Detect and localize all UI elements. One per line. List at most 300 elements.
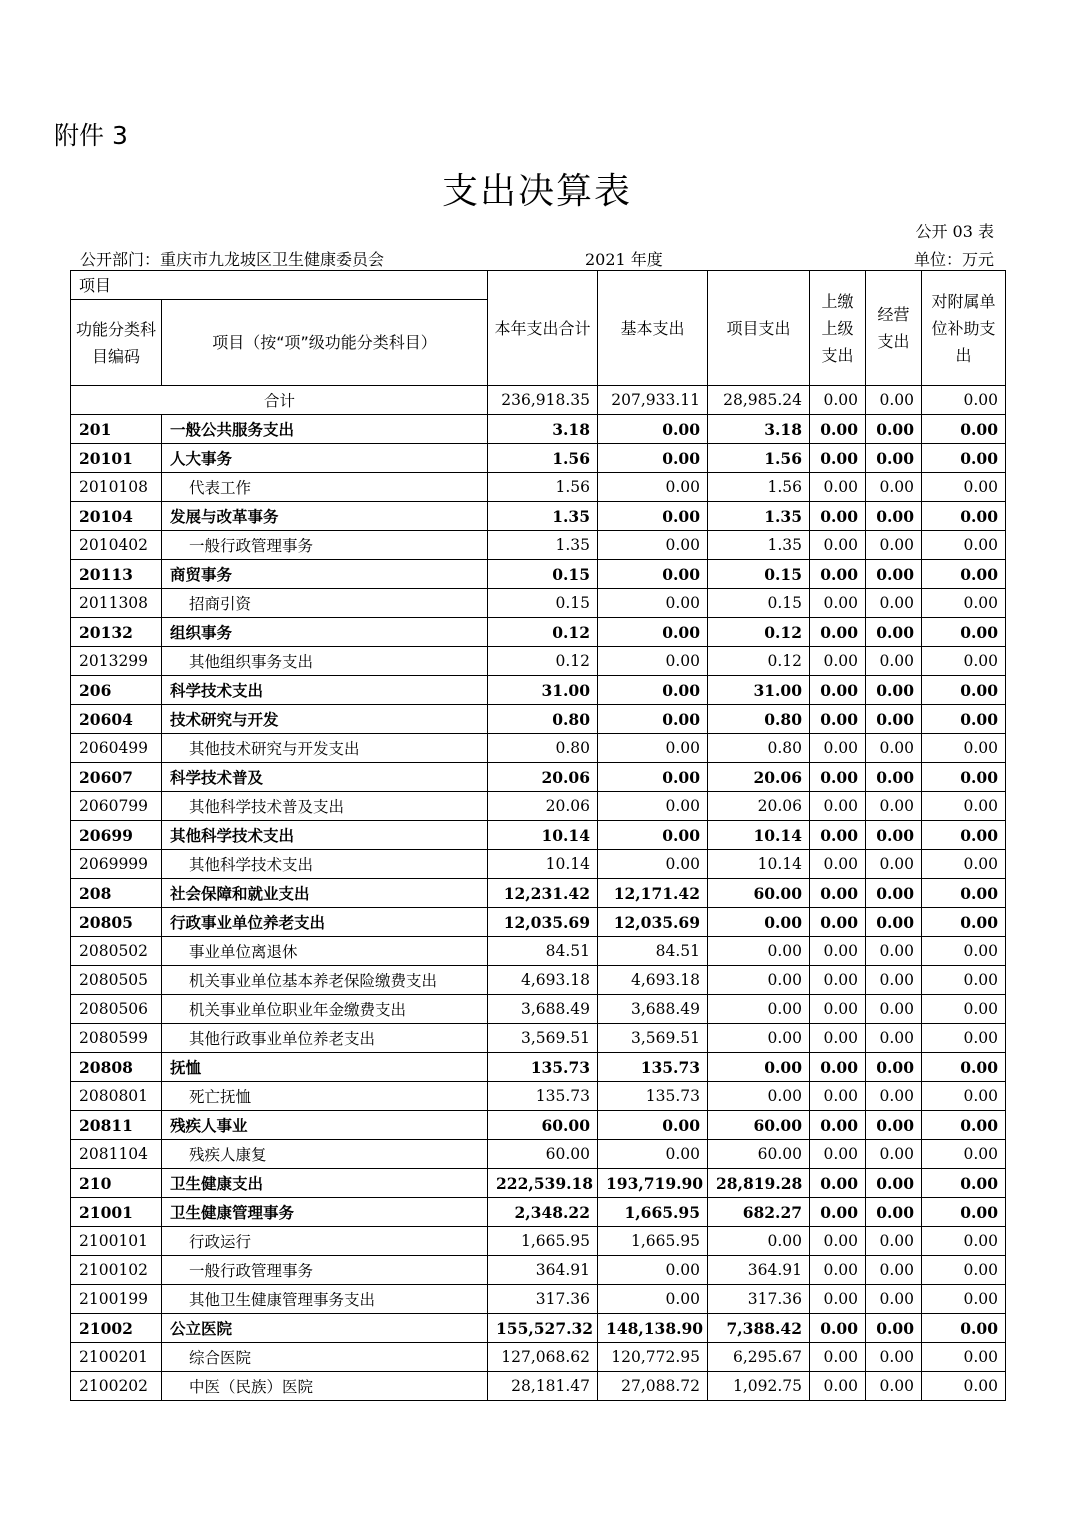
amount-cell: 20.06 (488, 763, 598, 792)
amount-cell: 317.36 (488, 1285, 598, 1314)
item-name-cell: 机关事业单位职业年金缴费支出 (162, 995, 488, 1024)
table-row (71, 1024, 1006, 1053)
table-row (71, 1227, 1006, 1256)
amount-cell: 0.00 (866, 473, 922, 502)
amount-cell: 135.73 (598, 1082, 708, 1111)
amount-cell: 0.00 (810, 415, 866, 444)
amount-cell: 0.00 (810, 1082, 866, 1111)
item-name-cell: 其他行政事业单位养老支出 (162, 1024, 488, 1053)
amount-cell: 1,092.75 (708, 1372, 810, 1401)
amount-cell: 0.00 (866, 1053, 922, 1082)
amount-cell: 0.00 (810, 763, 866, 792)
table-row (71, 1256, 1006, 1285)
amount-cell: 0.00 (922, 618, 1006, 647)
amount-cell: 0.00 (598, 618, 708, 647)
amount-cell: 0.00 (810, 1024, 866, 1053)
amount-cell: 1,665.95 (598, 1198, 708, 1227)
amount-cell: 0.12 (708, 647, 810, 676)
function-code-cell: 2100201 (71, 1343, 162, 1372)
amount-cell: 0.00 (866, 1111, 922, 1140)
table-row (71, 937, 1006, 966)
item-name-cell: 一般行政管理事务 (162, 531, 488, 560)
amount-cell: 0.00 (810, 1198, 866, 1227)
table-row (71, 1285, 1006, 1314)
amount-cell: 0.00 (598, 589, 708, 618)
amount-cell: 3,688.49 (488, 995, 598, 1024)
header-upper: 上缴上级支出 (810, 271, 866, 386)
amount-cell: 7,388.42 (708, 1314, 810, 1343)
item-name-cell: 发展与改革事务 (162, 502, 488, 531)
amount-cell: 135.73 (488, 1082, 598, 1111)
amount-cell: 0.00 (810, 850, 866, 879)
amount-cell: 222,539.18 (488, 1169, 598, 1198)
amount-cell: 0.00 (810, 560, 866, 589)
item-name-cell: 科学技术支出 (162, 676, 488, 705)
amount-cell: 3,688.49 (598, 995, 708, 1024)
amount-cell: 155,527.32 (488, 1314, 598, 1343)
amount-cell: 3.18 (488, 415, 598, 444)
table-row (71, 1140, 1006, 1169)
amount-cell: 0.00 (598, 734, 708, 763)
amount-cell: 135.73 (488, 1053, 598, 1082)
amount-cell: 0.00 (922, 1285, 1006, 1314)
amount-cell: 0.00 (866, 1169, 922, 1198)
table-row (71, 560, 1006, 589)
amount-cell: 0.00 (922, 647, 1006, 676)
amount-cell: 28,181.47 (488, 1372, 598, 1401)
table-row (71, 879, 1006, 908)
function-code-cell: 2080502 (71, 937, 162, 966)
amount-cell: 10.14 (708, 821, 810, 850)
expenditure-table (70, 270, 1006, 1401)
amount-cell: 0.00 (598, 1285, 708, 1314)
amount-cell: 0.00 (598, 763, 708, 792)
amount-cell: 0.00 (598, 444, 708, 473)
function-code-cell: 2100101 (71, 1227, 162, 1256)
function-code-cell: 21002 (71, 1314, 162, 1343)
amount-cell: 0.00 (866, 589, 922, 618)
total-cell: 28,985.24 (708, 386, 810, 415)
amount-cell: 0.00 (922, 415, 1006, 444)
amount-cell: 3.18 (708, 415, 810, 444)
header-subsidy: 对附属单位补助支出 (922, 271, 1006, 386)
function-code-cell: 2080506 (71, 995, 162, 1024)
amount-cell: 60.00 (708, 879, 810, 908)
item-name-cell: 行政事业单位养老支出 (162, 908, 488, 937)
table-row (71, 850, 1006, 879)
function-code-cell: 20805 (71, 908, 162, 937)
department-label: 公开部门：重庆市九龙坡区卫生健康委员会 (80, 250, 385, 269)
item-name-cell: 组织事务 (162, 618, 488, 647)
amount-cell: 2,348.22 (488, 1198, 598, 1227)
header-project: 项目 (71, 271, 488, 300)
table-row (71, 647, 1006, 676)
table-row (71, 1372, 1006, 1401)
amount-cell: 0.80 (708, 705, 810, 734)
item-name-cell: 公立医院 (162, 1314, 488, 1343)
amount-cell: 0.00 (598, 792, 708, 821)
function-code-cell: 21001 (71, 1198, 162, 1227)
amount-cell: 0.00 (866, 879, 922, 908)
function-code-cell: 2010108 (71, 473, 162, 502)
total-cell: 0.00 (922, 386, 1006, 415)
amount-cell: 0.15 (488, 560, 598, 589)
amount-cell: 0.00 (922, 821, 1006, 850)
table-row (71, 618, 1006, 647)
amount-cell: 0.00 (922, 560, 1006, 589)
amount-cell: 0.00 (598, 502, 708, 531)
amount-cell: 0.00 (810, 1140, 866, 1169)
item-name-cell: 中医（民族）医院 (162, 1372, 488, 1401)
function-code-cell: 201 (71, 415, 162, 444)
amount-cell: 0.00 (810, 676, 866, 705)
amount-cell: 0.00 (598, 560, 708, 589)
item-name-cell: 科学技术普及 (162, 763, 488, 792)
amount-cell: 0.00 (866, 995, 922, 1024)
amount-cell: 0.00 (708, 1227, 810, 1256)
amount-cell: 0.00 (866, 705, 922, 734)
table-row (71, 502, 1006, 531)
page-title: 支出决算表 (441, 171, 632, 212)
amount-cell: 1.35 (708, 531, 810, 560)
function-code-cell: 2069999 (71, 850, 162, 879)
amount-cell: 0.00 (922, 1372, 1006, 1401)
item-name-cell: 死亡抚恤 (162, 1082, 488, 1111)
amount-cell: 3,569.51 (488, 1024, 598, 1053)
header-basic: 基本支出 (598, 271, 708, 386)
function-code-cell: 2080801 (71, 1082, 162, 1111)
amount-cell: 0.00 (810, 908, 866, 937)
amount-cell: 60.00 (708, 1140, 810, 1169)
function-code-cell: 206 (71, 676, 162, 705)
amount-cell: 0.15 (488, 589, 598, 618)
item-name-cell: 技术研究与开发 (162, 705, 488, 734)
amount-cell: 0.00 (922, 1314, 1006, 1343)
amount-cell: 0.00 (866, 1343, 922, 1372)
amount-cell: 0.00 (866, 444, 922, 473)
amount-cell: 0.00 (922, 1256, 1006, 1285)
table-row (71, 1198, 1006, 1227)
item-name-cell: 事业单位离退休 (162, 937, 488, 966)
amount-cell: 0.00 (810, 705, 866, 734)
amount-cell: 0.00 (922, 502, 1006, 531)
header-item: 项目支出 (708, 271, 810, 386)
amount-cell: 0.12 (488, 647, 598, 676)
amount-cell: 0.00 (866, 1198, 922, 1227)
amount-cell: 0.12 (488, 618, 598, 647)
fiscal-year-label: 2021 年度 (585, 250, 663, 269)
amount-cell: 0.00 (922, 676, 1006, 705)
amount-cell: 0.00 (922, 1140, 1006, 1169)
table-row (71, 444, 1006, 473)
amount-cell: 0.15 (708, 589, 810, 618)
amount-cell: 0.00 (866, 908, 922, 937)
amount-cell: 317.36 (708, 1285, 810, 1314)
function-code-cell: 20104 (71, 502, 162, 531)
amount-cell: 0.00 (866, 1227, 922, 1256)
function-code-cell: 2100102 (71, 1256, 162, 1285)
amount-cell: 0.00 (922, 1111, 1006, 1140)
item-name-cell: 卫生健康支出 (162, 1169, 488, 1198)
item-name-cell: 商贸事务 (162, 560, 488, 589)
amount-cell: 0.00 (922, 531, 1006, 560)
amount-cell: 0.00 (922, 473, 1006, 502)
total-label: 合计 (71, 386, 488, 415)
amount-cell: 0.00 (598, 676, 708, 705)
amount-cell: 0.00 (922, 879, 1006, 908)
amount-cell: 0.00 (598, 531, 708, 560)
item-name-cell: 其他科学技术支出 (162, 821, 488, 850)
header-operating: 经营支出 (866, 271, 922, 386)
function-code-cell: 2081104 (71, 1140, 162, 1169)
form-number: 公开 03 表 (915, 222, 994, 241)
amount-cell: 193,719.90 (598, 1169, 708, 1198)
amount-cell: 0.00 (810, 734, 866, 763)
amount-cell: 0.00 (810, 1227, 866, 1256)
table-row (71, 1169, 1006, 1198)
amount-cell: 28,819.28 (708, 1169, 810, 1198)
amount-cell: 0.00 (810, 647, 866, 676)
total-row (71, 386, 1006, 415)
total-cell: 236,918.35 (488, 386, 598, 415)
item-name-cell: 其他科学技术支出 (162, 850, 488, 879)
amount-cell: 20.06 (488, 792, 598, 821)
amount-cell: 127,068.62 (488, 1343, 598, 1372)
amount-cell: 0.00 (866, 966, 922, 995)
attachment-label: 附件 3 (54, 121, 128, 150)
function-code-cell: 2010402 (71, 531, 162, 560)
amount-cell: 0.00 (810, 1256, 866, 1285)
function-code-cell: 208 (71, 879, 162, 908)
amount-cell: 20.06 (708, 763, 810, 792)
item-name-cell: 抚恤 (162, 1053, 488, 1082)
amount-cell: 0.00 (810, 937, 866, 966)
amount-cell: 6,295.67 (708, 1343, 810, 1372)
amount-cell: 0.00 (598, 473, 708, 502)
table-row (71, 531, 1006, 560)
amount-cell: 0.00 (922, 589, 1006, 618)
item-name-cell: 残疾人康复 (162, 1140, 488, 1169)
function-code-cell: 20811 (71, 1111, 162, 1140)
table-row (71, 415, 1006, 444)
amount-cell: 0.00 (922, 937, 1006, 966)
amount-cell: 0.00 (866, 763, 922, 792)
item-name-cell: 一般公共服务支出 (162, 415, 488, 444)
function-code-cell: 2080599 (71, 1024, 162, 1053)
amount-cell: 0.00 (866, 618, 922, 647)
amount-cell: 0.00 (810, 995, 866, 1024)
amount-cell: 0.00 (708, 1082, 810, 1111)
amount-cell: 12,035.69 (598, 908, 708, 937)
function-code-cell: 2100199 (71, 1285, 162, 1314)
item-name-cell: 其他技术研究与开发支出 (162, 734, 488, 763)
amount-cell: 0.00 (866, 792, 922, 821)
amount-cell: 0.00 (922, 1169, 1006, 1198)
table-row (71, 995, 1006, 1024)
amount-cell: 27,088.72 (598, 1372, 708, 1401)
amount-cell: 0.00 (810, 1343, 866, 1372)
amount-cell: 0.00 (922, 792, 1006, 821)
amount-cell: 0.00 (708, 995, 810, 1024)
amount-cell: 0.00 (708, 908, 810, 937)
amount-cell: 84.51 (488, 937, 598, 966)
amount-cell: 0.80 (488, 734, 598, 763)
amount-cell: 0.00 (810, 966, 866, 995)
amount-cell: 10.14 (488, 850, 598, 879)
amount-cell: 1,665.95 (598, 1227, 708, 1256)
amount-cell: 0.00 (922, 995, 1006, 1024)
amount-cell: 0.00 (810, 1053, 866, 1082)
table-row (71, 1082, 1006, 1111)
total-cell: 207,933.11 (598, 386, 708, 415)
function-code-cell: 2060499 (71, 734, 162, 763)
function-code-cell: 2011308 (71, 589, 162, 618)
amount-cell: 0.00 (922, 734, 1006, 763)
amount-cell: 0.00 (598, 1140, 708, 1169)
amount-cell: 0.00 (922, 1082, 1006, 1111)
amount-cell: 135.73 (598, 1053, 708, 1082)
item-name-cell: 行政运行 (162, 1227, 488, 1256)
amount-cell: 0.00 (810, 531, 866, 560)
amount-cell: 0.00 (866, 1082, 922, 1111)
amount-cell: 0.00 (598, 1256, 708, 1285)
table-row (71, 1314, 1006, 1343)
amount-cell: 1.35 (488, 531, 598, 560)
function-code-cell: 2080505 (71, 966, 162, 995)
function-code-cell: 20132 (71, 618, 162, 647)
amount-cell: 0.00 (866, 850, 922, 879)
amount-cell: 0.00 (866, 734, 922, 763)
amount-cell: 0.00 (866, 415, 922, 444)
function-code-cell: 20101 (71, 444, 162, 473)
header-code: 功能分类科目编码 (71, 300, 162, 386)
function-code-cell: 20113 (71, 560, 162, 589)
amount-cell: 0.00 (922, 1053, 1006, 1082)
amount-cell: 0.80 (488, 705, 598, 734)
amount-cell: 4,693.18 (488, 966, 598, 995)
amount-cell: 0.00 (866, 821, 922, 850)
table-row (71, 763, 1006, 792)
table-row (71, 1053, 1006, 1082)
amount-cell: 0.00 (922, 1343, 1006, 1372)
function-code-cell: 20808 (71, 1053, 162, 1082)
amount-cell: 0.00 (922, 444, 1006, 473)
amount-cell: 0.00 (810, 821, 866, 850)
table-row (71, 705, 1006, 734)
amount-cell: 0.00 (866, 560, 922, 589)
amount-cell: 1.56 (708, 444, 810, 473)
amount-cell: 0.00 (866, 1256, 922, 1285)
amount-cell: 0.00 (708, 966, 810, 995)
item-name-cell: 人大事务 (162, 444, 488, 473)
amount-cell: 0.80 (708, 734, 810, 763)
amount-cell: 10.14 (708, 850, 810, 879)
table-row (71, 473, 1006, 502)
function-code-cell: 2100202 (71, 1372, 162, 1401)
amount-cell: 0.00 (866, 937, 922, 966)
amount-cell: 4,693.18 (598, 966, 708, 995)
item-name-cell: 机关事业单位基本养老保险缴费支出 (162, 966, 488, 995)
amount-cell: 0.00 (708, 1053, 810, 1082)
amount-cell: 0.00 (810, 618, 866, 647)
amount-cell: 31.00 (488, 676, 598, 705)
amount-cell: 0.00 (866, 647, 922, 676)
amount-cell: 0.00 (598, 705, 708, 734)
amount-cell: 12,171.42 (598, 879, 708, 908)
function-code-cell: 20699 (71, 821, 162, 850)
amount-cell: 0.00 (866, 1140, 922, 1169)
amount-cell: 0.00 (598, 821, 708, 850)
amount-cell: 1.56 (488, 473, 598, 502)
amount-cell: 0.00 (810, 589, 866, 618)
item-name-cell: 其他组织事务支出 (162, 647, 488, 676)
amount-cell: 60.00 (708, 1111, 810, 1140)
amount-cell: 1.35 (708, 502, 810, 531)
amount-cell: 0.00 (866, 1314, 922, 1343)
amount-cell: 0.00 (810, 1111, 866, 1140)
amount-cell: 0.00 (866, 531, 922, 560)
amount-cell: 0.12 (708, 618, 810, 647)
amount-cell: 12,035.69 (488, 908, 598, 937)
item-name-cell: 其他卫生健康管理事务支出 (162, 1285, 488, 1314)
amount-cell: 0.00 (598, 850, 708, 879)
function-code-cell: 20607 (71, 763, 162, 792)
amount-cell: 1.56 (488, 444, 598, 473)
amount-cell: 1,665.95 (488, 1227, 598, 1256)
amount-cell: 0.00 (708, 937, 810, 966)
amount-cell: 10.14 (488, 821, 598, 850)
amount-cell: 0.00 (922, 908, 1006, 937)
function-code-cell: 210 (71, 1169, 162, 1198)
item-name-cell: 代表工作 (162, 473, 488, 502)
item-name-cell: 卫生健康管理事务 (162, 1198, 488, 1227)
amount-cell: 0.00 (810, 1372, 866, 1401)
amount-cell: 0.00 (810, 792, 866, 821)
amount-cell: 20.06 (708, 792, 810, 821)
item-name-cell: 残疾人事业 (162, 1111, 488, 1140)
amount-cell: 0.00 (922, 705, 1006, 734)
amount-cell: 0.00 (810, 1314, 866, 1343)
table-row (71, 908, 1006, 937)
amount-cell: 84.51 (598, 937, 708, 966)
total-cell: 0.00 (810, 386, 866, 415)
amount-cell: 0.00 (598, 647, 708, 676)
amount-cell: 1.56 (708, 473, 810, 502)
table-row (71, 821, 1006, 850)
amount-cell: 0.15 (708, 560, 810, 589)
amount-cell: 0.00 (922, 1024, 1006, 1053)
function-code-cell: 2013299 (71, 647, 162, 676)
table-row (71, 676, 1006, 705)
table-row (71, 1343, 1006, 1372)
amount-cell: 60.00 (488, 1140, 598, 1169)
amount-cell: 0.00 (810, 444, 866, 473)
amount-cell: 31.00 (708, 676, 810, 705)
amount-cell: 12,231.42 (488, 879, 598, 908)
amount-cell: 0.00 (866, 1285, 922, 1314)
table-row (71, 1111, 1006, 1140)
amount-cell: 0.00 (866, 1024, 922, 1053)
amount-cell: 148,138.90 (598, 1314, 708, 1343)
table-row (71, 734, 1006, 763)
item-name-cell: 综合医院 (162, 1343, 488, 1372)
item-name-cell: 其他科学技术普及支出 (162, 792, 488, 821)
total-cell: 0.00 (866, 386, 922, 415)
amount-cell: 1.35 (488, 502, 598, 531)
amount-cell: 0.00 (810, 473, 866, 502)
amount-cell: 364.91 (708, 1256, 810, 1285)
item-name-cell: 一般行政管理事务 (162, 1256, 488, 1285)
